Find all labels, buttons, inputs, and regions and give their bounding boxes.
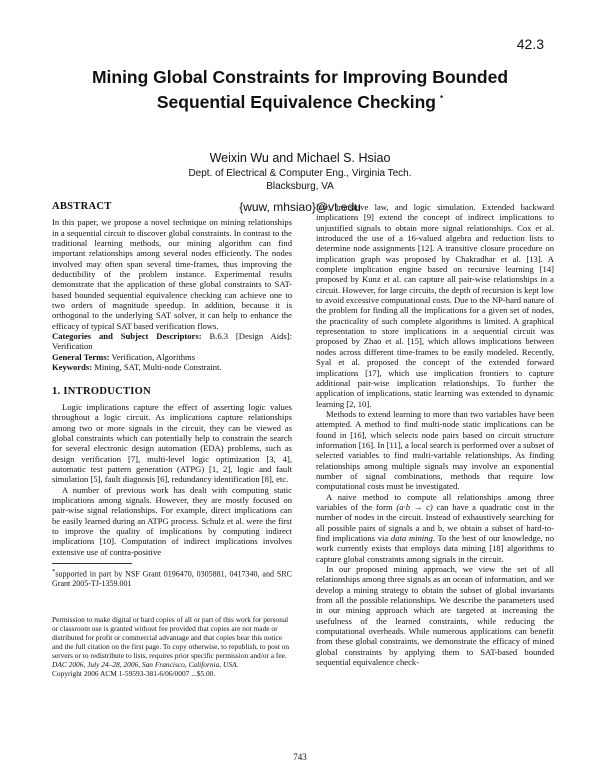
page-code: 42.3 — [516, 36, 544, 52]
footnote-rule — [52, 563, 132, 564]
footnote-text: supported in part by NSF Grant 0196470, 0305881, 0417340, and SRC Grant 2005-TJ-1359.001 — [52, 569, 292, 589]
general-terms-line — [52, 352, 292, 362]
abstract-heading: ABSTRACT — [52, 201, 112, 212]
left-column — [52, 202, 292, 679]
permission-block — [52, 616, 292, 678]
copyright-line: Copyright 2006 ACM 1-59593-381-6/06/0007 ...$5.00. — [52, 668, 216, 678]
categories-value: B.6.3 [Design Aids]: Verification — [52, 331, 293, 352]
affiliation-line-1: Dept. of Electrical & Computer Eng., Virginia Tech. — [188, 168, 412, 179]
right-paragraph-3 — [316, 492, 554, 564]
categories-label: Categories and Subject Descriptors: — [52, 331, 202, 342]
author-email: {wuw, mhsiao}@vt.edu — [239, 200, 361, 214]
keywords-value: Mining, SAT, Multi-node Constraint. — [94, 362, 222, 373]
abstract-text: In this paper, we propose a novel technique on mining relationships in a sequential circuit to discover global constraints. In contrast to the traditional learning methods, our mining algorithm can find important relationships among several nodes efficiently. The nodes involved may often span several time-frames, thus improving the deductibility of the problem instance. Experimental results demonstrate that the application of these global constraints to SAT-based bounded sequential equivalence checking can achieve one to two orders of magnitude speedup. In addition, because it is orthogonal to the underlying SAT solver, it can help to enhance the efficacy of typical SAT based verification flows. — [52, 217, 292, 331]
title-line-2-text: Sequential Equivalence Checking — [156, 91, 436, 112]
right-paragraph-3-part-c: . To the best of our knowledge, no work currently exists that employs data mining [18] algorithms to capture global constraints among signals in the circuit. — [316, 533, 554, 564]
affiliation-line-2: Blacksburg, VA — [266, 181, 334, 192]
right-paragraph-4: In our proposed mining approach, we view the set of all relationships among three signals as an ocean of information, and we develop a mining strategy to obtain the subset of global invariants from all the possible relationships. We describe the parameters used in our mining approach which are targeted at increasing the usefulness of the learned constraints, while reducing the computational overheads. While numerous applications can benefit from these global constraints, we demonstrate the efficacy of mined global constraints by applying them to SAT-based bounded sequential equivalence check- — [316, 564, 554, 668]
author-names: Weixin Wu and Michael S. Hsiao — [209, 151, 391, 165]
conference-line: DAC 2006, July 24–28, 2006, San Francisco, California, USA. — [52, 660, 239, 669]
title-footnote-mark: * — [440, 94, 444, 103]
title-line-2 — [60, 88, 540, 113]
footer-page-number: 743 — [293, 752, 307, 762]
right-paragraph-3-part-a: A naive method to compute all relationships among three variables of the form — [316, 491, 554, 512]
keywords-line — [52, 362, 292, 372]
intro-paragraph-1: Logic implications capture the effect of asserting logic values throughout a logic circuit. As implications capture relationships among two or more signals in the circuit, they can be viewed as global constraints which can potentially help to constrain the search for several electronic design automation (EDA) problems, such as design verification [7], multi-level logic optimization [3, 4], automatic test pattern generation (ATPG) [1, 2], logic and fault simulation [5], fault diagnosis [6], redundancy identification [8], etc. — [52, 401, 292, 485]
permission-text: Permission to make digital or hard copies of all or part of this work for personal or classroom use is granted without fee provided that copies are not made or distributed for profit or commercial advantage and that copies bear this notice and the full citation on the first page. To copy otherwise, to republish, to post on servers or to redistribute to lists, requires prior specific permission and/or a fee. — [52, 615, 290, 661]
keywords-label: Keywords: — [52, 362, 93, 373]
implication-formula: (a·b → c) — [396, 501, 433, 512]
intro-paragraph-2: A number of previous work has dealt with computing static implications among signals. However, they are mostly focused on pair-wise signal relationships. For example, direct implications can be easily learned during an ATPG process. Schulz et al. were the first to improve the quality of implications by computing indirect implications [10]. Computation of indirect implications involves extensive use of contra-positive — [52, 484, 292, 557]
right-paragraph-1: law, transitive law, and logic simulation. Extended backward implications [9] extend the concept of indirect implications to unjustified signals to obtain more signal relationships. Cox et al. introduced the use of a 16-valued algebra and reduction lists to determine node assignments [12]. A transitive closure procedure on implication graph was proposed by Chakradhar et al. [13]. A complete implication engine based on recursive learning [14] proposed by Kunz et al. can capture all pair-wise relationships in a circuit. However, for large circuits, the depth of recursion is kept low to avoid excessive computational costs. Due to the NP-hard nature of the problem for finding all the implications for a given set of nodes, the practicality of such complete algorithms is limited. A graphical representation to store implications in a sequential circuit was proposed by Zhao et al. [15], which allows implications between nodes across different time-frames to be easily modeled. Recently, Syal et al. proposed the concept of the extended forward implications [17], which use implication frontiers to capture additional pair-wise implication relationships. To further the application of implications, static learning was extended to dynamic learning [2, 10]. — [316, 202, 554, 409]
title-line-1: Mining Global Constraints for Improving Bounded — [91, 67, 509, 87]
right-paragraph-3-part-b: can have a quadratic cost in the number of nodes in the circuit. Instead of exhaustively searching for all possible pairs of signals a and b, we obtain a subset of hard-to-find implications via — [316, 501, 555, 543]
data-mining-term: data mining — [390, 533, 433, 543]
introduction-heading: 1. INTRODUCTION — [52, 385, 152, 397]
funding-footnote — [52, 567, 292, 588]
general-terms-label: General Terms: — [52, 351, 110, 362]
general-terms-value: Verification, Algorithms — [111, 351, 196, 362]
right-paragraph-2: Methods to extend learning to more than two variables have been attempted. A method to find multi-node static implications can be found in [16], which selects node pairs based on circuit structure information [16]. In [11], a local search is performed over a subset of selected variables to find multi-variable relationships. As finding relationships among multiple signals may involve an exponential number of signal combinations, methods that require low computational costs must be investigated. — [316, 408, 554, 492]
right-column — [316, 202, 554, 667]
footnote-mark: * — [52, 568, 56, 575]
categories-line — [52, 331, 292, 352]
paper-title — [60, 66, 540, 113]
